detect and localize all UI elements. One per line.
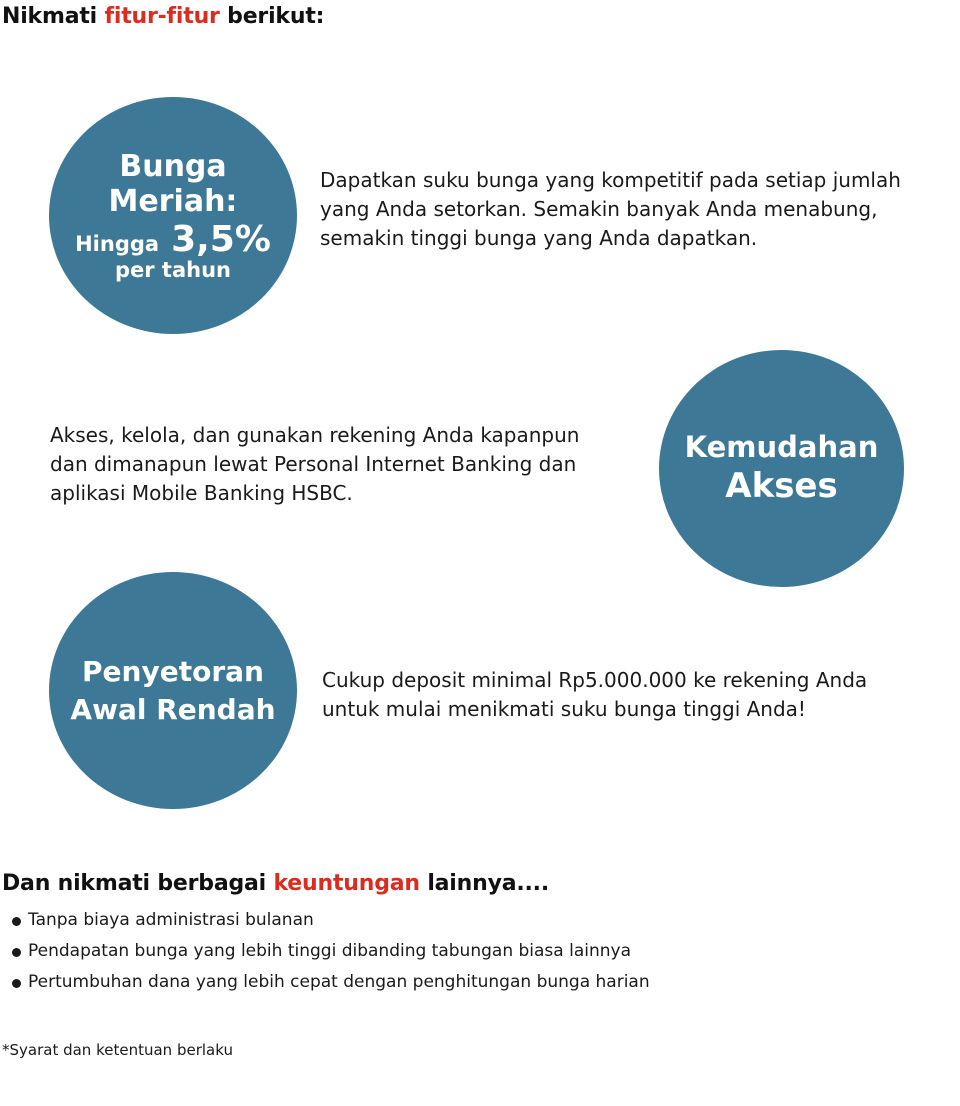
benefit-item (8, 937, 650, 968)
heading-prefix: Nikmati (2, 4, 105, 29)
description-line: Akses, kelola, dan gunakan rekening Anda kapanpun (50, 423, 580, 447)
benefit-item (8, 906, 650, 937)
benefit-item (8, 968, 650, 999)
description-line: Dapatkan suku bunga yang kompetitif pada setiap jumlah (320, 168, 901, 192)
benefit-text: Pendapatan bunga yang lebih tinggi dibanding tabungan biasa lainnya (28, 941, 631, 961)
benefits-list (8, 906, 650, 999)
circle-title-line1: Penyetoran (82, 654, 264, 688)
benefits-heading (2, 871, 549, 896)
rate-label: Hingga (75, 232, 160, 257)
circle-title-line2: Meriah: (108, 184, 238, 220)
description-line: semakin tinggi bunga yang Anda dapatkan. (320, 226, 758, 250)
description-line: Cukup deposit minimal Rp5.000.000 ke rekening Anda (322, 668, 868, 692)
features-heading (2, 4, 324, 29)
description-line: dan dimanapun lewat Personal Internet Banking dan (50, 452, 577, 476)
description-line: untuk mulai menikmati suku bunga tinggi Anda! (322, 697, 806, 721)
heading-suffix: lainnya.... (419, 871, 549, 896)
heading-accent: fitur-fitur (104, 4, 220, 29)
benefit-text: Tanpa biaya administrasi bulanan (28, 910, 314, 930)
circle-title-line2: Akses (725, 466, 838, 507)
low-initial-deposit-circle (49, 572, 297, 809)
circle-title-line1: Kemudahan (684, 430, 879, 465)
terms-disclaimer: *Syarat dan ketentuan berlaku (2, 1041, 233, 1059)
easy-access-description (50, 421, 579, 508)
easy-access-circle (659, 350, 904, 587)
description-line: aplikasi Mobile Banking HSBC. (50, 481, 353, 505)
benefit-text: Pertumbuhan dana yang lebih cepat dengan penghitungan bunga harian (28, 972, 650, 992)
rate-period: per tahun (114, 258, 231, 283)
low-initial-deposit-description (322, 666, 867, 724)
bullet-icon (12, 979, 21, 988)
heading-accent: keuntungan (273, 871, 420, 896)
description-line: yang Anda setorkan. Semakin banyak Anda menabung, (320, 197, 878, 221)
circle-title-line2: Awal Rendah (70, 692, 276, 726)
heading-prefix: Dan nikmati berbagai (2, 871, 274, 896)
bullet-icon (12, 948, 21, 957)
interest-rate-description (320, 166, 901, 253)
circle-title-line1: Bunga (119, 148, 227, 184)
rate-value: 3,5% (171, 219, 271, 261)
heading-suffix: berikut: (219, 4, 325, 29)
bullet-icon (12, 917, 21, 926)
rate-row (75, 221, 271, 259)
interest-rate-circle (49, 97, 297, 334)
